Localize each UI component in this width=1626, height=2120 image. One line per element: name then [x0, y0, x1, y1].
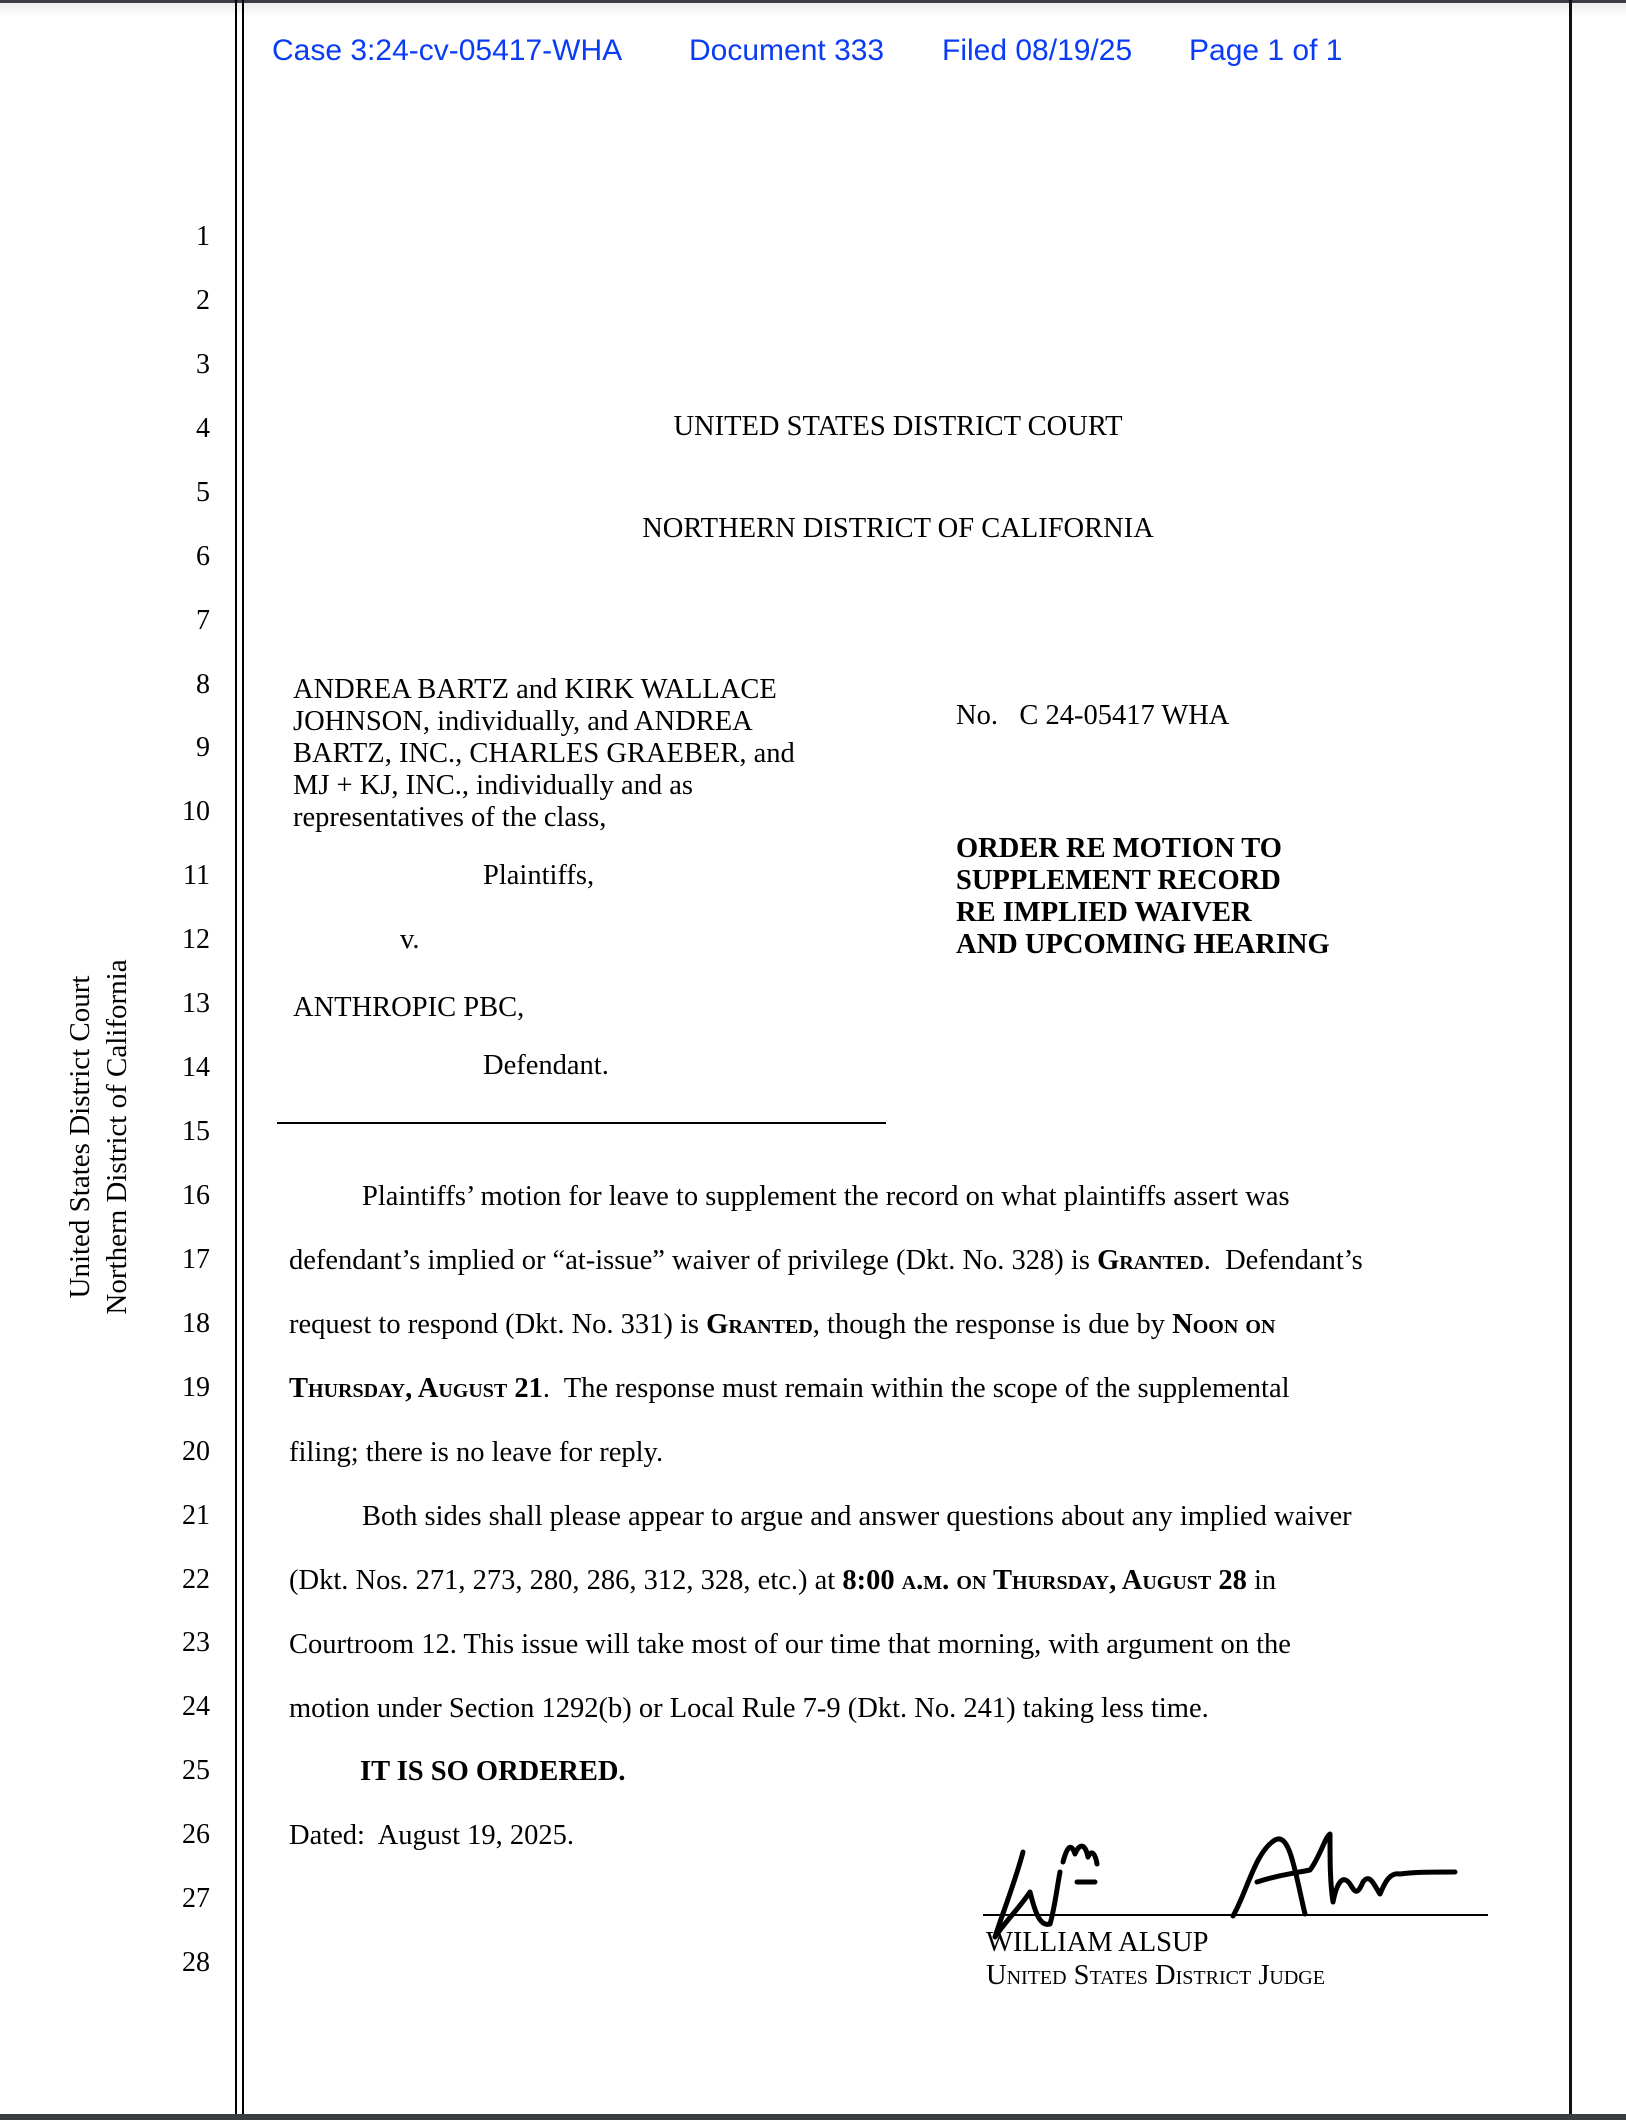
plaintiffs-line: MJ + KJ, INC., individually and as [293, 770, 694, 801]
left-margin-rule-inner [242, 0, 244, 2114]
line-number: 4 [196, 412, 210, 444]
line-number: 11 [183, 860, 210, 892]
signature-line [983, 1914, 1488, 1916]
line-number: 27 [182, 1883, 210, 1915]
order-title [956, 833, 1330, 961]
hearing-time-emphasis: 8:00 [842, 1565, 902, 1596]
line-number: 17 [182, 1243, 210, 1275]
line-number: 26 [182, 1819, 210, 1851]
line-number: 19 [182, 1371, 210, 1403]
line-number: 28 [182, 1947, 210, 1979]
body-text: . Defendant’s [1203, 1245, 1363, 1276]
header-case-number: Case 3:24-cv-05417-WHA [272, 34, 623, 67]
line-number: 10 [182, 796, 210, 828]
side-label-line-1: United States District Court [64, 975, 96, 1299]
signature-stroke [995, 1852, 1060, 1937]
line-number: 3 [196, 348, 210, 380]
body-line-24: motion under Section 1292(b) or Local Rule 7-9 (Dkt. No. 241) taking less time. [289, 1693, 1209, 1724]
line-number: 25 [182, 1755, 210, 1787]
granted-emphasis: Granted [706, 1309, 813, 1340]
body-text: defendant’s implied or “at-issue” waiver of privilege (Dkt. No. 328) is [289, 1245, 1098, 1276]
deadline-emphasis: Noon on [1172, 1309, 1276, 1340]
right-margin-rule [1569, 0, 1572, 2114]
versus: v. [400, 924, 420, 955]
body-line-19 [289, 1373, 1290, 1405]
side-label-line-2: Northern District of California [101, 959, 133, 1315]
case-number: No. C 24-05417 WHA [956, 700, 1230, 731]
line-number: 20 [182, 1435, 210, 1467]
line-number: 2 [196, 284, 210, 316]
line-number: 13 [182, 988, 210, 1020]
plaintiffs-line: ANDREA BARTZ and KIRK WALLACE [293, 674, 777, 705]
viewer-bottom-bar [0, 2114, 1626, 2120]
signature-stroke [1063, 1846, 1097, 1864]
line-number: 9 [196, 732, 210, 764]
so-ordered: IT IS SO ORDERED. [360, 1756, 626, 1787]
header-page-count: Page 1 of 1 [1189, 34, 1343, 67]
body-text: request to respond (Dkt. No. 331) is [289, 1309, 707, 1340]
body-text: (Dkt. Nos. 271, 273, 280, 286, 312, 328, etc.) at [289, 1565, 843, 1596]
line-number: 15 [182, 1116, 210, 1148]
line-number: 5 [196, 476, 210, 508]
plaintiffs-line: BARTZ, INC., CHARLES GRAEBER, and [293, 738, 795, 769]
line-number: 14 [182, 1052, 210, 1084]
body-line-18 [289, 1309, 1275, 1341]
side-court-label [62, 927, 142, 1347]
line-number: 7 [196, 604, 210, 636]
handwritten-signature [985, 1812, 1485, 1942]
plaintiffs-line: JOHNSON, individually, and ANDREA [293, 706, 753, 737]
body-line-17 [289, 1245, 1363, 1277]
order-title-line: RE IMPLIED WAIVER [956, 897, 1252, 928]
caption-divider [277, 1122, 886, 1124]
defendant-name: ANTHROPIC PBC, [293, 992, 525, 1023]
plaintiffs-block [293, 674, 795, 834]
plaintiffs-label: Plaintiffs, [483, 860, 595, 891]
line-number: 23 [182, 1627, 210, 1659]
header-filed-date: Filed 08/19/25 [942, 34, 1133, 67]
body-line-16: Plaintiffs’ motion for leave to supplement the record on what plaintiffs assert was [362, 1181, 1290, 1212]
line-number: 18 [182, 1307, 210, 1339]
hearing-date-emphasis: 28 [1211, 1565, 1247, 1596]
line-number: 1 [196, 221, 210, 252]
granted-emphasis: Granted [1097, 1245, 1204, 1276]
order-title-line: SUPPLEMENT RECORD [956, 865, 1281, 896]
body-text: . The response must remain within the scope of the supplemental [542, 1373, 1290, 1404]
header-document-number: Document 333 [689, 34, 885, 67]
deadline-emphasis: Thursday, August 21 [289, 1373, 543, 1404]
court-district: NORTHERN DISTRICT OF CALIFORNIA [642, 513, 1154, 544]
order-title-line: ORDER RE MOTION TO [956, 833, 1282, 864]
order-title-line: AND UPCOMING HEARING [956, 929, 1330, 960]
judge-title: United States District Judge [986, 1960, 1325, 1991]
dated-line: Dated: August 19, 2025. [289, 1820, 574, 1851]
court-name: UNITED STATES DISTRICT COURT [673, 411, 1123, 442]
plaintiffs-line: representatives of the class, [293, 802, 607, 833]
defendant-label: Defendant. [483, 1050, 609, 1081]
body-line-22 [289, 1565, 1276, 1597]
line-number: 16 [182, 1179, 210, 1211]
line-number: 6 [196, 540, 210, 572]
hearing-date-emphasis: a.m. on Thursday, August [901, 1565, 1212, 1596]
judge-name: WILLIAM ALSUP [986, 1927, 1209, 1958]
body-line-21: Both sides shall please appear to argue and answer questions about any implied waiver [362, 1501, 1352, 1532]
body-text: in [1246, 1565, 1277, 1596]
line-number: 12 [182, 924, 210, 956]
body-line-23: Courtroom 12. This issue will take most of our time that morning, with argument on the [289, 1629, 1291, 1660]
line-number: 8 [196, 668, 210, 700]
line-number: 22 [182, 1563, 210, 1595]
left-margin-rule-outer [235, 0, 237, 2114]
line-number: 24 [182, 1691, 210, 1723]
line-number: 21 [182, 1499, 210, 1531]
body-text: , though the response is due by [812, 1309, 1173, 1340]
body-line-20: filing; there is no leave for reply. [289, 1437, 664, 1468]
